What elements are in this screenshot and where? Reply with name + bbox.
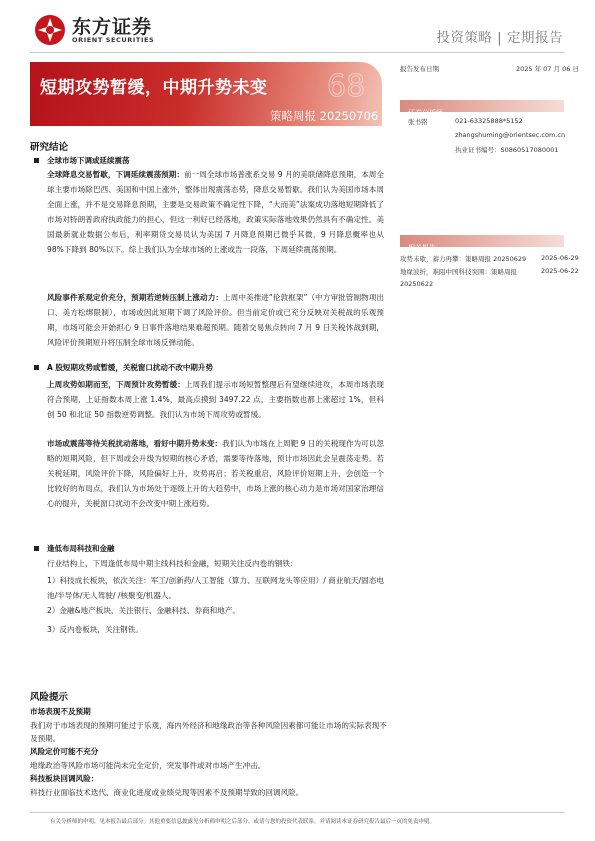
paragraph [47, 167, 384, 257]
paragraph-lead: 风险事件系观定价充分，预期若逆转压制上涨动力： [47, 293, 224, 302]
list-item: 1）科技成长板块，依次关注：军工/创新药/人工智能（算力、互联网龙头等应用）/ 商业航天/固态电池/半导体/无人驾驶/ /核聚变/机器人。 [47, 576, 384, 600]
related-report-date: 2025-06-22 [541, 267, 579, 275]
paragraph-lead: 上周攻势如期而至，下周预计攻势暂缓： [47, 380, 185, 389]
list-item: 2）金融&地产板块，关注银行、金融科技、券商和地产。 [47, 606, 240, 615]
risk-text: 地缘政治等风险市场可能尚未完全定价，突发事件或对市场产生冲击。 [30, 761, 266, 770]
related-section-label: 相关报告 [408, 244, 436, 252]
header-divider [30, 52, 565, 53]
related-report-title[interactable]: 地缘波折，难阻中国科技突围：策略周报 [400, 268, 517, 276]
paragraph [47, 377, 384, 422]
report-category: 投资策略 | 定期报告 [436, 30, 563, 46]
paragraph-body: 前一周全球市场普涨系交易 9 月的美联储降息预期，本周全球主要市场除巴西、美国和中国上涨外，整体出现震荡态势，降息交易暂歇。我们认为美国市场本周全面上涨，并不是交易降息预期，主要是交易政策不确定性下降，“大而美”法案成功落地短期降低了市场对特朗普政府执政能力的担心，但这一利好已经落地，政策实际落地效果仍然具有不确定性。美国最新就业数据公布后，利率期货交易员认为美国 7 月降息预期已微乎其微，9 月降息概率也从 98%下降到 80%以下。综上我们认为全球市场的上涨或告一段落，下周延续震荡预期。 [47, 170, 385, 254]
analyst-section-header [400, 100, 564, 117]
publish-date-label: 报告发布日期 [400, 65, 439, 73]
paragraph-body: 我们认为市场在上周靶 9 日的关税现作为可以忽略的短期风险，但下周或会升级为短期的核心矛盾，需要等待落地，预计市场因此会呈震荡走势。若关税延期，风险评价下降，风险偏好上升，攻势再启；若关税重启，风险评价短期上升，会创造一个比较好的布局点，我们认为市场处于逐级上升的大趋势中，市场上涨的核心动力是市场对国家治理信心的提升，关税窗口扰动不会改变中期上涨趋势。 [47, 439, 384, 508]
orient-securities-logo-icon [34, 14, 66, 46]
risk-text: 我们对于市场表现的预期可能过于乐观，海内外经济和地缘政治等各种风险因素都可能让市场的实际表现不及预期。 [30, 721, 387, 743]
paragraph: 行业结构上，下周逢低布局中期主线科技和金融，短期关注反内卷的钢铁： [47, 559, 298, 568]
section-title: 研究结论 [30, 142, 69, 153]
bullet-heading: 逢低布局科技和金融 [47, 544, 115, 553]
paragraph [47, 436, 384, 511]
bullet-heading: A 股短期攻势或暂缓，关税窗口扰动不改中期升势 [47, 363, 213, 372]
related-report-title-cont[interactable]: 20250622 [400, 280, 434, 288]
bullet-heading: 全球市场下调或延续震荡 [47, 156, 130, 165]
related-report-title[interactable]: 攻势未歇，蓄力再攀：策略周报 20250629 [400, 255, 527, 263]
related-report-date: 2025-06-29 [541, 254, 579, 262]
logo-text-cn: 东方证券 [72, 16, 153, 38]
related-section-header [400, 235, 564, 252]
bullet-icon [34, 158, 39, 163]
risk-heading: 风险定价可能不充分 [30, 747, 99, 756]
svg-text:68: 68 [327, 69, 365, 104]
report-title: 短期攻势暂缓，中期升势未变 [40, 78, 268, 98]
bullet-icon [34, 365, 39, 370]
paragraph-lead: 市场或震荡等待关税扰动落地，看好中期升势未变： [47, 439, 223, 448]
risk-text: 科技行业面临技术迭代、商业化进度或业绩兑现等因素不及预期导致的回调风险。 [30, 788, 304, 797]
paragraph [47, 290, 384, 350]
paragraph-lead: 全球降息交易暂歇，下调延续震荡预期： [47, 170, 185, 179]
banner-decoration-icon [325, 60, 365, 108]
report-subtitle: 策略周报 20250706 [270, 109, 379, 123]
risk-heading: 市场表现不及预期 [30, 707, 91, 716]
paragraph-body: 上周我们提示市场短暂整理后有望继续进攻，本周市场表现符合预期，上证指数本周上涨 1.4%，最高点摸到 3497.22 点，主要指数也都上涨超过 1%，但科创 50 和北证 50 指数逆势调整。我们认为市场下周攻势或暂缓。 [47, 380, 384, 419]
bullet-icon [34, 546, 39, 551]
risk-heading: 科技板块回调风险： [30, 774, 99, 783]
publish-date-value: 2025 年 07 月 06 日 [516, 65, 579, 73]
paragraph-body: 上周中美推进“伦敦框架”（中方审批管制物项出口、美方松绑限制），市场或因此短期下调了风险评价。但当前定价或已充分反映对关税战的乐观预期，市场可能会开始担心 9 日事件落地结果难超预期。随着交易焦点转向 7 月 9 日关税休战到期，风险评价预期短升将压制全球市场反弹动能。 [47, 293, 384, 347]
logo-text-en: ORIENT SECURITIES [72, 36, 155, 44]
analyst-email[interactable]: zhangshuming@orientsec.com.cn [455, 131, 566, 139]
analyst-section-label: 证券分析师 [408, 109, 443, 117]
analyst-cert: 执业证书编号：S0860517080001 [455, 146, 559, 154]
analyst-name: 张书铭 [408, 118, 428, 126]
list-item: 3）反内卷板块，关注钢铁。 [47, 625, 143, 634]
risk-title: 风险提示 [30, 692, 69, 703]
footer-disclaimer: 有关分析师的申明，见本报告最后部分。其他重要信息披露见分析师申明之后部分，或请与您的投资代表联系。并请阅读本证券研究报告最后一页的免责申明。 [50, 819, 436, 825]
footer-divider [30, 812, 565, 813]
analyst-phone: 021-63325888*5152 [455, 117, 523, 125]
